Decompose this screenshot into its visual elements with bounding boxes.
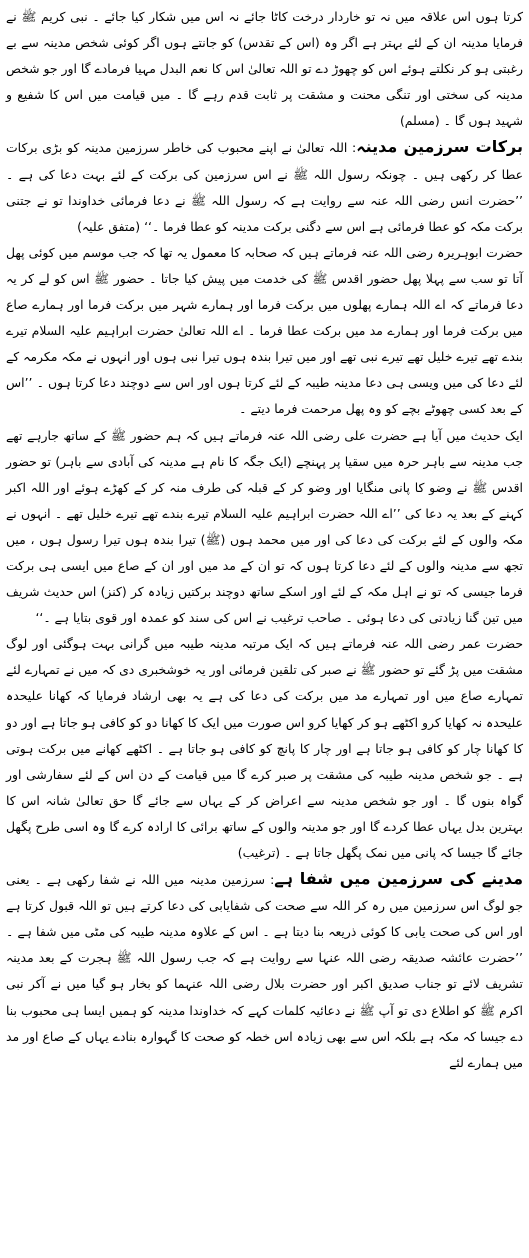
- section-shifa-madina: [6, 866, 523, 1076]
- paragraph-hazrat-ali: [6, 423, 523, 632]
- paragraph-text: حضرت عمر رضی اللہ عنہ فرماتے ہیں کہ ایک مرتبہ مدینہ طیبہ میں گرانی بہت ہوگئی اور لوگ مشقت میں پڑ گئے تو حضور ﷺ نے صبر کی تلقین فرمائی اور یہ خوشخبری دی کہ میں نے تمہارے لئے تمہارے صاع میں اور تمہارے مد میں برکت کی دعا کی ہے یہ بھی ارشاد فرمایا کہ کھانا علیحدہ علیحدہ نہ کھایا کرو اکٹھے ہو کر کھایا کرو اس صورت میں ایک کا کھانا دو کو کافی ہو جاتا ہے اور دو کا کھانا چار کو کافی ہو جاتا ہے اور چار کا پانچ کو کافی ہو جاتا ہے ۔ اکٹھے کھانے میں برکت ہوتی ہے ۔ جو شخص مدینہ طیبہ کی مشقت پر صبر کرے گا میں قیامت کے دن اس کے لئے سفارشی اور گواہ بنوں گا ۔ اور جو شخص مدینہ سے اعراض کر کے یہاں سے جائے گا حق تعالیٰ شانہ اس کا بہترین بدل یہاں عطا کردے گا اور جو مدینہ والوں کے ساتھ برائی کا ارادہ کرے گا وہ اسی طرح پگھل جائے گا جیسا کہ پانی میں نمک پگھل جاتا ہے ۔ (ترغیب): [6, 636, 523, 860]
- section-heading: مدینے کی سرزمین میں شفا ہے: [274, 869, 523, 889]
- paragraph-text: کرتا ہوں اس علاقہ میں نہ تو خاردار درخت کاٹا جائے نہ اس میں شکار کیا جائے ۔ نبی کریم ﷺ نے فرمایا مدینہ ان کے لئے بہتر ہے اگر وہ (اس کے تقدس) کو جانتے ہوں اگر کوئی شخص مدینہ سے بے رغبتی ہو کر نکلتے ہوئے اس کو چھوڑ دے تو اللہ تعالیٰ اس کا نعم البدل مہیا فرمادے گا اور جو شخص مدینہ کی سختی اور تنگی محنت و مشقت پر ثابت قدم رہے گا ۔ میں قیامت میں اس کا شفیع و شہید ہوں گا ۔ (مسلم): [6, 9, 523, 129]
- paragraph-abu-hurairah: [6, 240, 523, 423]
- section-barakat-madina: [6, 134, 523, 239]
- paragraph-hazrat-umar: [6, 631, 523, 866]
- paragraph-text: حضرت ابوہریرہ رضی اللہ عنہ فرماتے ہیں کہ صحابہ کا معمول یہ تھا کہ جب موسم میں کوئی پھل آتا تو سب سے پہلا پھل حضور اقدس ﷺ کی خدمت میں پیش کیا جاتا ۔ حضور ﷺ اس کو لے کر یہ دعا فرماتے کہ اے اللہ ہمارے پھلوں میں برکت فرما اور ہمارے شہر میں برکت فرما اور ہمارے صاع میں برکت فرما اور ہمارے مد میں برکت عطا فرما ۔ اے اللہ تعالیٰ حضرت ابراہیم علیہ السلام تیرے بندے تھے تیرے خلیل تھے تیرے نبی تھے اور میں تیرا بندہ ہوں تیرا نبی ہوں اور انہوں نے مکہ مکرمہ کے لئے دعا کی میں ویسی ہی دعا مدینہ طیبہ کے لئے کرتا ہوں اور اس سے دوچند دعا کرتا ہوں ۔ ’’اس کے بعد کسی چھوٹے بچے کو وہ پھل مرحمت فرما دیتے ۔: [6, 244, 523, 417]
- section-heading: برکات سرزمین مدینہ: [356, 137, 523, 157]
- paragraph-text: : سرزمین مدینہ میں اللہ نے شفا رکھی ہے ۔ یعنی جو لوگ اس سرزمین میں رہ کر اللہ سے صحت کی شفایابی کی دعا کرتے ہیں تو اللہ قبول کرتا ہے اور اس کی صحت یابی کا کوئی ذریعہ بنا دیتا ہے ۔ اس کے علاوہ مدینہ طیبہ کی مٹی میں شفا ہے ۔ ’’حضرت عائشہ صدیقہ رضی اللہ عنہا سے روایت ہے کہ جب رسول اللہ ﷺ ہجرت کے بعد مدینہ تشریف لائے تو جناب صدیق اکبر اور حضرت بلال رضی اللہ عنہما کو بخار ہو گیا میں نے آکر نبی اکرم ﷺ کو اطلاع دی تو آپ ﷺ نے دعائیہ کلمات کہے کہ خداوندا مدینہ کو ہمیں ایسا ہی محبوب بنا دے جیسا کہ مکہ ہے بلکہ اس سے بھی زیادہ اس خطہ کو صحت کا گہوارہ بنادے یہاں کے صاع اور مد میں ہمارے لئے: [6, 872, 523, 1070]
- paragraph-madina-sanctity: [6, 4, 523, 134]
- paragraph-text: : اللہ تعالیٰ نے اپنے محبوب کی خاطر سرزمین مدینہ کو بڑی برکات عطا کر رکھی ہیں ۔ چونکہ رسول اللہ ﷺ نے اس سرزمین کی برکت کے لئے بہت دعا کی ہے ۔ ’’حضرت انس رضی اللہ عنہ سے روایت ہے کہ رسول اللہ ﷺ نے دعا فرمائی خداوندا تو نے جتنی برکت مکہ کو عطا فرمائی ہے اس سے دگنی برکت مدینہ کو عطا فرما ۔‘‘ (متفق علیہ): [6, 140, 523, 234]
- paragraph-text: ایک حدیث میں آیا ہے حضرت علی رضی اللہ عنہ فرماتے ہیں کہ ہم حضور ﷺ کے ساتھ جارہے تھے جب مدینہ سے باہر حرہ میں سقیا پر پہنچے (ایک جگہ کا نام ہے مدینہ کی آبادی سے باہر) تو حضور اقدس ﷺ نے وضو کا پانی منگایا اور وضو کر کے قبلہ کی طرف منہ کر کے کھڑے ہوئے اور اللہ اکبر کہنے کے بعد یہ دعا کی ’’اے اللہ حضرت ابراہیم علیہ السلام تیرے بندے تھے تیرے خلیل تھے ۔ انہوں نے مکہ والوں کے لئے برکت کی دعا کی اور میں محمد ہوں (ﷺ) تیرا بندہ ہوں تیرا رسول ہوں ، میں تجھ سے مدینہ والوں کے لئے دعا کرتا ہوں کہ تو ان کے مد میں اور ان کے صاع میں ایسی ہی برکت فرما جیسی کہ تو نے اہل مکہ کے لئے اور اسکے ساتھ دوچند برکتیں زیادہ کر (کنز) اس حدیث شریف میں تین گنا زیادتی کی دعا ہوئی ۔ صاحب ترغیب نے اس کی سند کو عمدہ اور قوی بتایا ہے ۔‘‘: [6, 427, 523, 626]
